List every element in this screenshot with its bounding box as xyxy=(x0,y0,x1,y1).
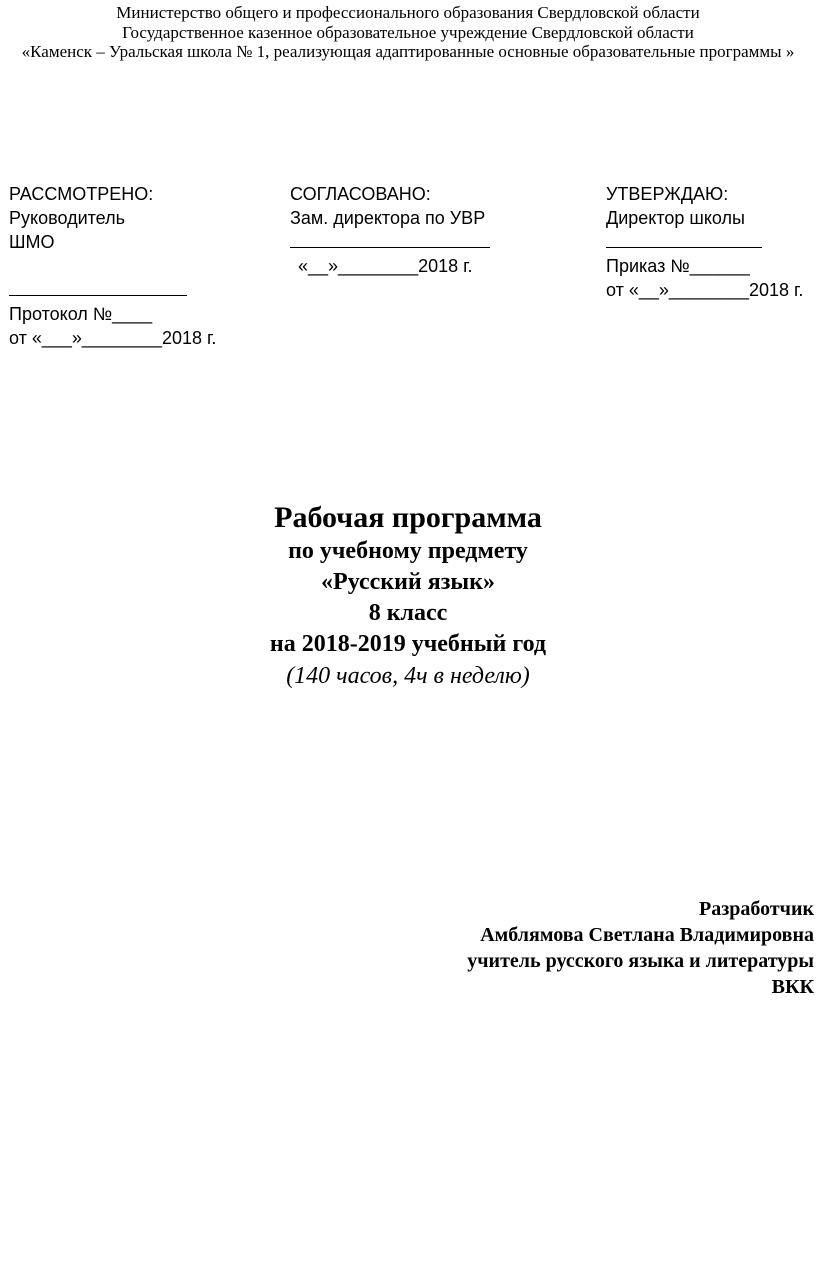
agreed-signature-line xyxy=(290,230,490,254)
program-subject-line: по учебному предмету xyxy=(288,538,528,564)
program-subject: «Русский язык» xyxy=(321,569,495,595)
program-title-block xyxy=(0,500,816,692)
program-year: на 2018-2019 учебный год xyxy=(269,631,547,657)
author-name: Амблямова Светлана Владимировна xyxy=(480,924,814,946)
considered-date: от «___»________2018 г. xyxy=(9,328,217,348)
agreed-date: «__»________2018 г. xyxy=(298,256,473,276)
program-title: Рабочая программа xyxy=(274,501,542,534)
considered-protocol: Протокол №____ xyxy=(9,304,153,324)
approved-role: Директор школы xyxy=(606,208,745,228)
approval-agreed xyxy=(290,182,490,278)
program-hours: (140 часов, 4ч в неделю) xyxy=(286,663,530,689)
approval-considered xyxy=(9,182,216,350)
approved-order: Приказ №______ xyxy=(606,256,750,276)
author-position: учитель русского языка и литературы xyxy=(467,950,814,972)
school-name-line: «Каменск – Уральская школа № 1, реализующая адаптированные основные образовательные программы » xyxy=(21,42,795,61)
approved-date: от «__»________2018 г. xyxy=(606,280,804,300)
approved-signature-line xyxy=(606,230,803,254)
ministry-line: Министерство общего и профессионального образования Свердловской области xyxy=(116,3,700,22)
considered-role: Руководитель xyxy=(9,208,125,228)
approved-title: УТВЕРЖДАЮ: xyxy=(606,184,729,204)
program-grade: 8 класс xyxy=(368,600,448,626)
agreed-title: СОГЛАСОВАНО: xyxy=(290,184,431,204)
author-block xyxy=(467,896,814,1000)
agreed-role: Зам. директора по УВР xyxy=(290,208,486,228)
considered-title: РАССМОТРЕНО: xyxy=(9,184,154,204)
author-label: Разработчик xyxy=(699,898,814,920)
considered-spacer xyxy=(9,254,216,278)
considered-signature-line xyxy=(9,278,216,302)
author-category: ВКК xyxy=(771,976,814,998)
institution-line: Государственное казенное образовательное учреждение Свердловской области xyxy=(122,22,694,42)
document-header xyxy=(0,3,816,62)
approval-approved xyxy=(606,182,803,302)
considered-role-unit: ШМО xyxy=(9,232,55,252)
